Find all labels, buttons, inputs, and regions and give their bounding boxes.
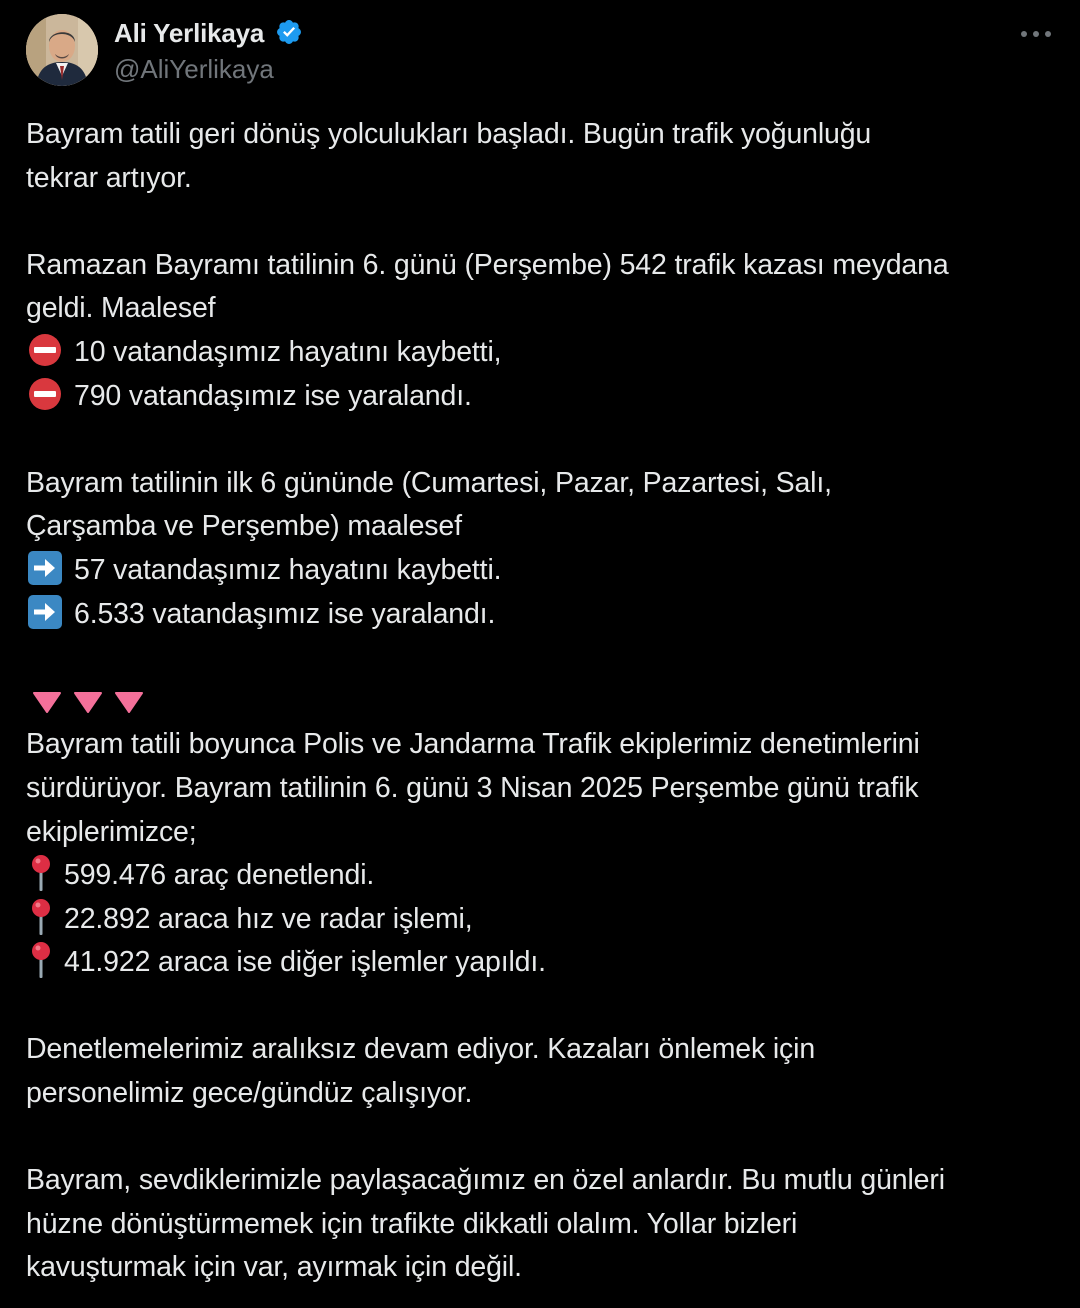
bullet-line: [26, 898, 1066, 942]
round-pushpin-icon: [26, 854, 56, 892]
text-line: ekiplerimizce;: [26, 815, 197, 848]
bullet-text: 599.476 araç denetlendi.: [64, 859, 375, 892]
text-line: Çarşamba ve Perşembe) maalesef: [26, 510, 462, 543]
text-line: Bayram, sevdiklerimizle paylaşacağımız en özel anlardır. Bu mutlu günleri: [26, 1164, 945, 1197]
emoji-line: [26, 680, 1066, 724]
verified-badge-icon[interactable]: [275, 18, 303, 46]
author-names: [114, 16, 303, 86]
bullet-line: [26, 854, 1066, 898]
no-entry-icon: [26, 376, 64, 412]
bullet-text: 22.892 araca hız ve radar işlemi,: [64, 902, 473, 935]
bullet-text: 57 vatandaşımız hayatını kaybetti.: [74, 553, 502, 586]
text-line: personelimiz gece/gündüz çalışıyor.: [26, 1077, 473, 1110]
right-arrow-icon: [26, 594, 64, 630]
paragraph-gap: [26, 985, 1066, 1029]
no-entry-icon: [26, 332, 64, 368]
bullet-line: [26, 331, 1066, 375]
text-line: kavuşturmak için var, ayırmak için değil.: [26, 1251, 522, 1284]
paragraph-gap: [26, 200, 1066, 244]
paragraph-gap: [26, 1116, 1066, 1160]
red-triangle-down-icon: [73, 690, 103, 714]
tweet-text: [26, 113, 1066, 1290]
round-pushpin-icon: [26, 898, 56, 936]
red-triangle-down-icon: [114, 690, 144, 714]
text-line: hüzne dönüştürmemek için trafikte dikkatli olalım. Yollar bizleri: [26, 1207, 798, 1240]
bullet-text: 6.533 vatandaşımız ise yaralandı.: [74, 597, 496, 630]
text-line: Ramazan Bayramı tatilinin 6. günü (Perşembe) 542 trafik kazası meydana: [26, 248, 949, 281]
bullet-line: [26, 593, 1066, 637]
avatar-photo: [26, 14, 98, 86]
paragraph-gap: [26, 636, 1066, 680]
text-line: Bayram tatili geri dönüş yolculukları başladı. Bugün trafik yoğunluğu: [26, 118, 872, 150]
bullet-text: 790 vatandaşımız ise yaralandı.: [74, 379, 472, 412]
text-line: Denetlemelerimiz aralıksız devam ediyor. Kazaları önlemek için: [26, 1033, 816, 1066]
text-line: tekrar artıyor.: [26, 161, 192, 194]
author-display-name[interactable]: Ali Yerlikaya: [114, 18, 265, 48]
text-line: geldi. Maalesef: [26, 292, 216, 325]
bullet-line: [26, 549, 1066, 593]
text-line: Bayram tatili boyunca Polis ve Jandarma Trafik ekiplerimiz denetimlerini: [26, 728, 920, 761]
round-pushpin-icon: [26, 941, 56, 979]
author-handle[interactable]: @AliYerlikaya: [114, 54, 274, 84]
right-arrow-icon: [26, 550, 64, 586]
bullet-text: 10 vatandaşımız hayatını kaybetti,: [74, 335, 502, 368]
text-line: Bayram tatilinin ilk 6 gününde (Cumartesi, Pazar, Pazartesi, Salı,: [26, 466, 832, 499]
tweet-header: [26, 14, 1056, 90]
avatar[interactable]: [26, 14, 98, 86]
bullet-text: 41.922 araca ise diğer işlemler yapıldı.: [64, 946, 546, 979]
more-options-icon[interactable]: [1016, 22, 1056, 46]
text-line: sürdürüyor. Bayram tatilinin 6. günü 3 Nisan 2025 Perşembe günü trafik: [26, 771, 919, 804]
red-triangle-down-icon: [32, 690, 62, 714]
bullet-line: [26, 375, 1066, 419]
paragraph-gap: [26, 418, 1066, 462]
bullet-line: [26, 941, 1066, 985]
